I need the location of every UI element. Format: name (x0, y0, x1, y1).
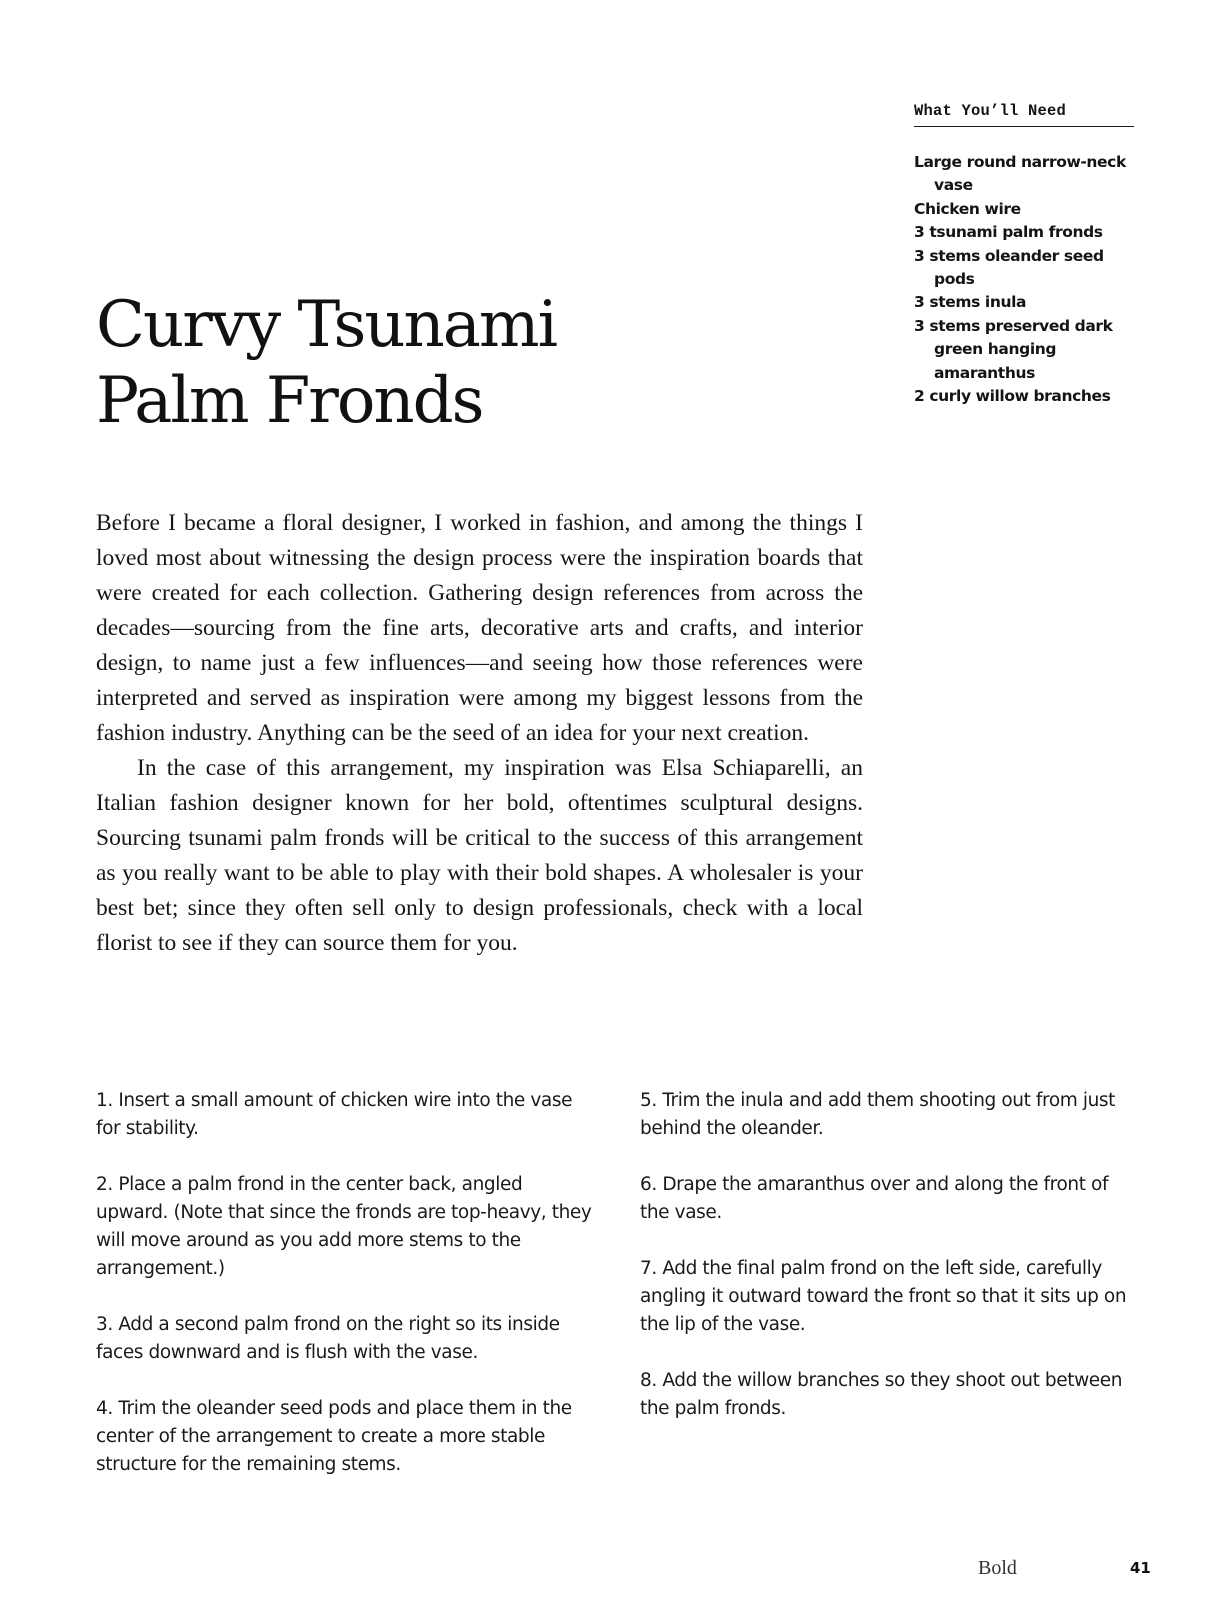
step-3: 3. Add a second palm frond on the right so its inside faces downward and is flush with the vase. (96, 1314, 560, 1363)
title-line-2: Palm Fronds (96, 364, 483, 438)
step-1: 1. Insert a small amount of chicken wire into the vase for stability. (96, 1090, 573, 1139)
materials-item: 3 tsunami palm fronds (914, 223, 1103, 242)
steps-column-right (640, 1087, 1140, 1451)
step-2: 2. Place a palm frond in the center back, angled upward. (Note that since the fronds are top-heavy, they will move around as you add more stems to the arrangement.) (96, 1174, 592, 1279)
step-6: 6. Drape the amaranthus over and along the front of the vase. (640, 1174, 1109, 1223)
materials-item: 3 stems inula (914, 293, 1027, 312)
section-name: Bold (978, 1557, 1017, 1579)
page-number: 41 (1130, 1559, 1151, 1577)
step-4: 4. Trim the oleander seed pods and place them in the center of the arrangement to create a more stable structure for the remaining stems. (96, 1398, 572, 1475)
step-7: 7. Add the final palm frond on the left side, carefully angling it outward toward the front so that it sits up on the lip of the vase. (640, 1258, 1127, 1335)
materials-item: 2 curly willow branches (914, 387, 1111, 406)
page-title (96, 287, 556, 439)
materials-sidebar (914, 102, 1134, 408)
title-line-1: Curvy Tsunami (96, 288, 557, 362)
materials-item: Chicken wire (914, 199, 1021, 218)
intro-text (96, 506, 863, 961)
intro-paragraph: In the case of this arrangement, my inspiration was Elsa Schiaparelli, an Italian fashion designer known for her bold, oftentimes sculptural designs. Sourcing tsunami palm fronds will be critical to the success of this arrangement as you really want to be able to play with their bold shapes. A wholesaler is your best bet; since they often sell only to design professionals, check with a local florist to see if they can source them for you. (96, 755, 863, 956)
materials-list (914, 151, 1134, 408)
materials-item: Large round narrow-neck vase (914, 153, 1126, 195)
materials-heading: What You’ll Need (914, 102, 1134, 127)
materials-item: 3 stems preserved dark green hanging amaranthus (914, 316, 1113, 382)
step-5: 5. Trim the inula and add them shooting out from just behind the oleander. (640, 1090, 1116, 1139)
intro-paragraph: Before I became a floral designer, I worked in fashion, and among the things I loved most about witnessing the design process were the inspiration boards that were created for each collection. Gathering design references from across the decades—sourcing from the fine arts, decorative arts and crafts, and interior design, to name just a few influences—and seeing how those references were interpreted and served as inspiration were among my biggest lessons from the fashion industry. Anything can be the seed of an idea for your next creation. (96, 510, 863, 746)
step-8: 8. Add the willow branches so they shoot out between the palm fronds. (640, 1370, 1123, 1419)
materials-item: 3 stems oleander seed pods (914, 246, 1104, 289)
steps-column-left (96, 1087, 596, 1507)
